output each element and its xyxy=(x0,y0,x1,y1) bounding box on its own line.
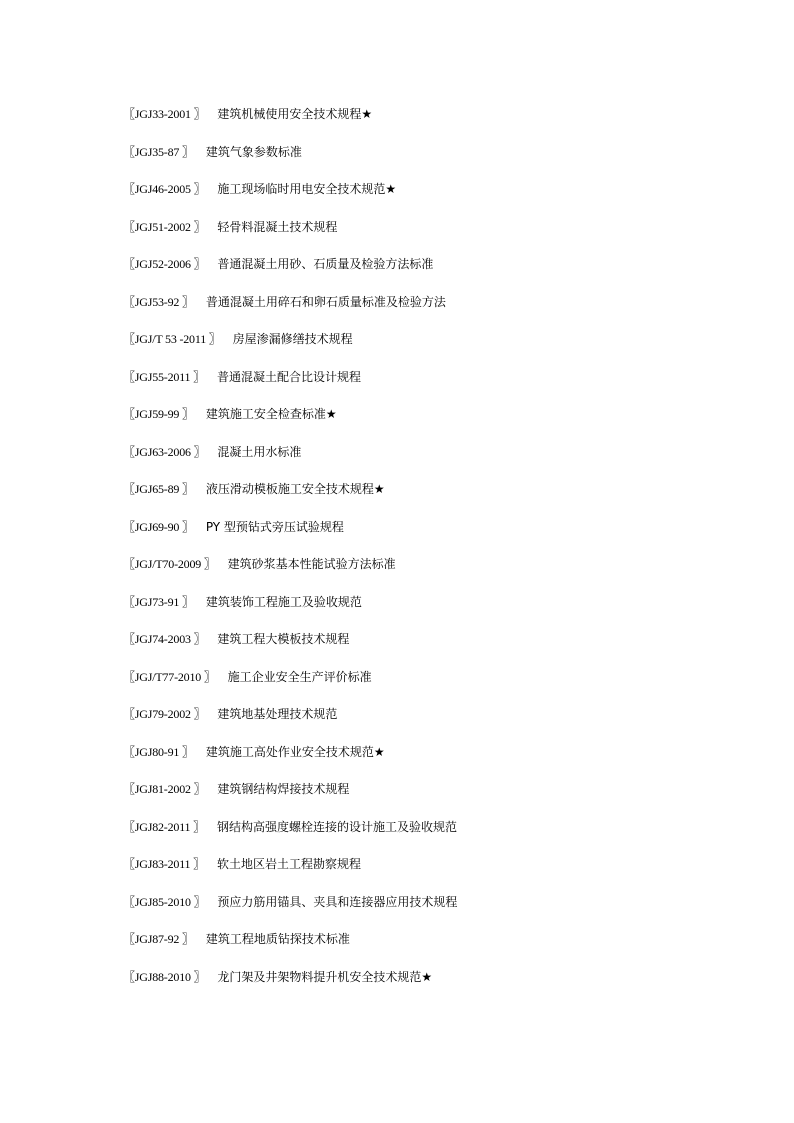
list-item xyxy=(123,704,457,742)
standard-title: 建筑工程大模板技术规程 xyxy=(217,632,350,646)
standard-title: 建筑砂浆基本性能试验方法标准 xyxy=(227,557,396,571)
standard-title: 普通混凝土配合比设计规程 xyxy=(216,369,361,384)
standard-code: 〖JGJ79-2002 〗 xyxy=(123,707,206,721)
standard-title: 建筑施工安全检查标准★ xyxy=(205,407,337,421)
standard-code: 〖JGJ74-2003 〗 xyxy=(123,632,206,646)
list-item xyxy=(123,817,457,855)
list-item xyxy=(123,104,457,142)
standard-title: 混凝土用水标准 xyxy=(217,444,302,459)
standard-code: 〖JGJ55-2011 〗 xyxy=(123,369,205,384)
standard-code: 〖JGJ52-2006 〗 xyxy=(123,257,206,271)
standard-title: 房屋渗漏修缮技术规程 xyxy=(232,332,353,346)
standard-code: 〖JGJ51-2002 〗 xyxy=(123,219,206,234)
standard-title: 建筑机械使用安全技术规程★ xyxy=(217,107,373,121)
standard-code: 〖JGJ/T77-2010 〗 xyxy=(123,669,216,684)
standard-code: 〖JGJ85-2010 〗 xyxy=(123,894,206,909)
list-item xyxy=(123,142,457,180)
standard-title: 施工企业安全生产评价标准 xyxy=(227,669,372,684)
standard-code: 〖JGJ82-2011 〗 xyxy=(123,819,205,834)
list-item xyxy=(123,854,457,892)
standard-title: 建筑钢结构焊接技术规程 xyxy=(217,782,350,796)
standard-code: 〖JGJ/T 53 -2011 〗 xyxy=(123,332,221,346)
list-item xyxy=(123,442,457,480)
list-item xyxy=(123,667,457,705)
list-item xyxy=(123,929,457,967)
standard-title: 建筑气象参数标准 xyxy=(205,144,302,159)
list-item xyxy=(123,404,457,442)
standard-title: 建筑地基处理技术规范 xyxy=(217,707,338,721)
list-item xyxy=(123,592,457,630)
standard-title: 普通混凝土用碎石和卵石质量标准及检验方法 xyxy=(205,294,446,309)
standard-title: 预应力筋用锚具、夹具和连接器应用技术规程 xyxy=(217,894,458,909)
list-item xyxy=(123,779,457,817)
standard-title: 轻骨料混凝土技术规程 xyxy=(217,219,338,234)
standard-title: 普通混凝土用砂、石质量及检验方法标准 xyxy=(217,257,434,271)
standard-code: 〖JGJ69-90 〗 xyxy=(123,519,194,534)
standard-title: 建筑工程地质钻探技术标准 xyxy=(205,932,350,946)
list-item xyxy=(123,967,457,1005)
standard-code: 〖JGJ81-2002 〗 xyxy=(123,782,206,796)
list-item xyxy=(123,892,457,930)
standard-title: 建筑装饰工程施工及验收规范 xyxy=(205,594,362,609)
standard-code: 〖JGJ59-99 〗 xyxy=(123,407,194,421)
standard-title: 建筑施工高处作业安全技术规范★ xyxy=(205,744,385,759)
standard-code: 〖JGJ53-92 〗 xyxy=(123,294,194,309)
list-item xyxy=(123,292,457,330)
standards-list xyxy=(123,104,457,1004)
standard-code: 〖JGJ80-91 〗 xyxy=(123,744,194,759)
standard-code: 〖JGJ63-2006 〗 xyxy=(123,444,206,459)
standard-title: 软土地区岩土工程勘察规程 xyxy=(216,857,361,871)
list-item xyxy=(123,329,457,367)
list-item xyxy=(123,742,457,780)
list-item xyxy=(123,367,457,405)
list-item xyxy=(123,554,457,592)
standard-code: 〖JGJ65-89 〗 xyxy=(123,482,194,496)
standard-code: 〖JGJ35-87 〗 xyxy=(123,144,194,159)
list-item xyxy=(123,217,457,255)
standard-code: 〖JGJ83-2011 〗 xyxy=(123,857,205,871)
standard-title: 钢结构高强度螺栓连接的设计施工及验收规范 xyxy=(216,819,457,834)
standard-code: 〖JGJ33-2001 〗 xyxy=(123,107,206,121)
standard-code: 〖JGJ73-91 〗 xyxy=(123,594,194,609)
list-item xyxy=(123,479,457,517)
list-item xyxy=(123,629,457,667)
list-item xyxy=(123,254,457,292)
standard-code: 〖JGJ/T70-2009 〗 xyxy=(123,557,216,571)
standard-title: 液压滑动模板施工安全技术规程★ xyxy=(205,482,385,496)
list-item xyxy=(123,179,457,217)
standard-code: 〖JGJ87-92 〗 xyxy=(123,932,194,946)
standard-code: 〖JGJ46-2005 〗 xyxy=(123,182,206,196)
standard-title: 龙门架及井架物料提升机安全技术规范★ xyxy=(217,969,433,984)
standard-code: 〖JGJ88-2010 〗 xyxy=(123,969,206,984)
standard-title: PY 型预钻式旁压试验规程 xyxy=(205,519,344,534)
list-item xyxy=(123,517,457,555)
standard-title: 施工现场临时用电安全技术规范★ xyxy=(217,182,397,196)
